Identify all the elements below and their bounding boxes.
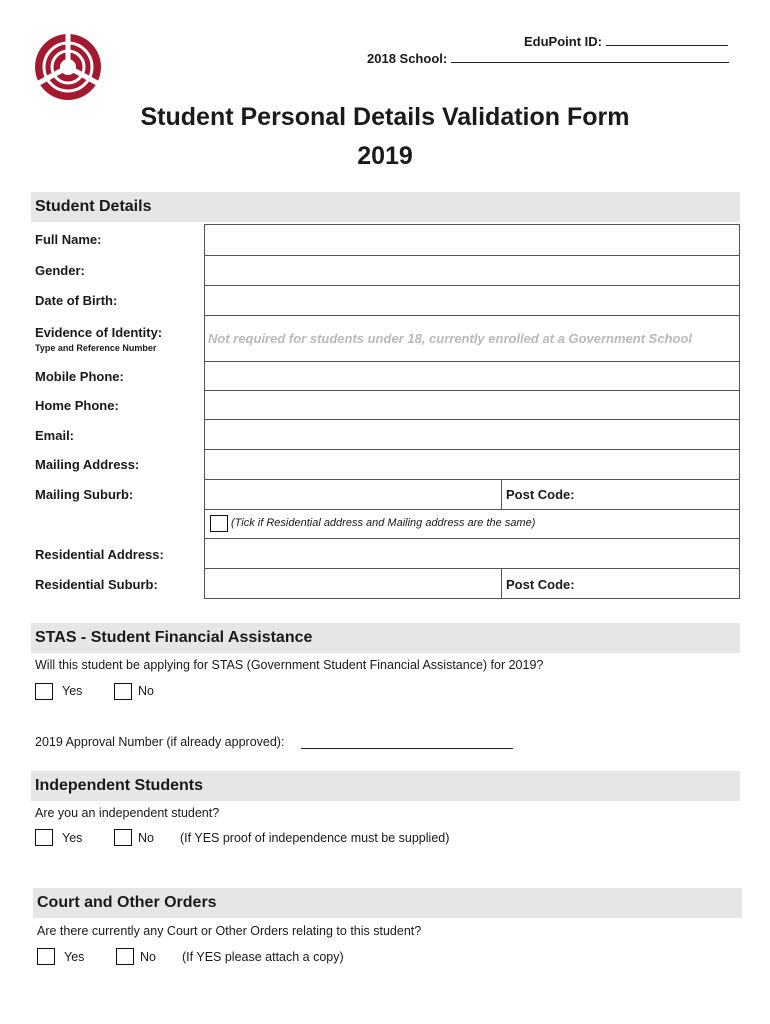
school-logo [33,32,103,102]
stas-no-checkbox[interactable] [114,683,132,700]
school-field[interactable] [367,51,729,66]
residential-suburb-label: Residential Suburb: [35,577,158,592]
independent-question: Are you an independent student? [35,806,220,820]
form-title: Student Personal Details Validation Form [140,103,630,131]
residential-postcode-label: Post Code: [506,577,575,592]
mailing-suburb-input[interactable] [204,479,740,510]
mailing-row-divider [501,479,502,510]
mailing-suburb-label: Mailing Suburb: [35,487,134,502]
student-details-heading: Student Details [35,198,152,215]
stas-no-label: No [138,684,154,698]
evidence-sublabel: Type and Reference Number [35,343,157,353]
gender-label: Gender: [35,263,85,278]
approval-number-line[interactable] [301,736,513,749]
independent-yes-label: Yes [62,831,83,845]
court-yes-label: Yes [64,950,85,964]
school-label: 2018 School: [367,51,448,66]
evidence-label: Evidence of Identity: [35,325,163,340]
mailing-address-label: Mailing Address: [35,457,140,472]
residential-suburb-input[interactable] [204,568,740,599]
dob-input[interactable] [204,285,740,316]
home-phone-input[interactable] [204,390,740,420]
court-header [33,888,742,918]
full-name-label: Full Name: [35,232,102,247]
court-question: Are there currently any Court or Other Orders relating to this student? [37,924,422,938]
evidence-placeholder: Not required for students under 18, currently enrolled at a Government School [208,331,692,346]
mailing-address-input[interactable] [204,449,740,480]
school-line [451,52,729,63]
edupoint-id-label: EduPoint ID: [524,34,602,49]
stas-yes-checkbox[interactable] [35,683,53,700]
court-no-label: No [140,950,156,964]
independent-header [31,771,740,801]
independent-yes-checkbox[interactable] [35,829,53,846]
residential-row-divider [501,568,502,599]
approval-number-label: 2019 Approval Number (if already approved): [35,735,285,749]
independent-note: (If YES proof of independence must be supplied) [180,831,450,845]
court-note: (If YES please attach a copy) [182,950,344,964]
independent-no-label: No [138,831,154,845]
edupoint-id-field[interactable] [524,34,728,49]
email-input[interactable] [204,419,740,450]
stas-yes-label: Yes [62,684,83,698]
mobile-label: Mobile Phone: [35,369,124,384]
residential-address-input[interactable] [204,538,740,569]
independent-no-checkbox[interactable] [114,829,132,846]
gender-input[interactable] [204,255,740,286]
full-name-input[interactable] [204,224,740,256]
same-address-checkbox[interactable] [210,515,228,532]
independent-heading: Independent Students [35,777,203,794]
home-phone-label: Home Phone: [35,398,119,413]
same-address-note: (Tick if Residential address and Mailing address are the same) [231,517,536,529]
mailing-postcode-label: Post Code: [506,487,575,502]
stas-header [31,623,740,653]
stas-heading: STAS - Student Financial Assistance [35,629,313,646]
court-no-checkbox[interactable] [116,948,134,965]
email-label: Email: [35,428,75,443]
form-year: 2019 [357,142,413,170]
dob-label: Date of Birth: [35,293,118,308]
edupoint-id-line [606,35,728,46]
mobile-input[interactable] [204,361,740,391]
stas-question: Will this student be applying for STAS (Government Student Financial Assistance) for 2019? [35,658,544,672]
court-yes-checkbox[interactable] [37,948,55,965]
residential-address-label: Residential Address: [35,547,164,562]
student-details-header [31,192,740,222]
court-heading: Court and Other Orders [37,894,217,911]
